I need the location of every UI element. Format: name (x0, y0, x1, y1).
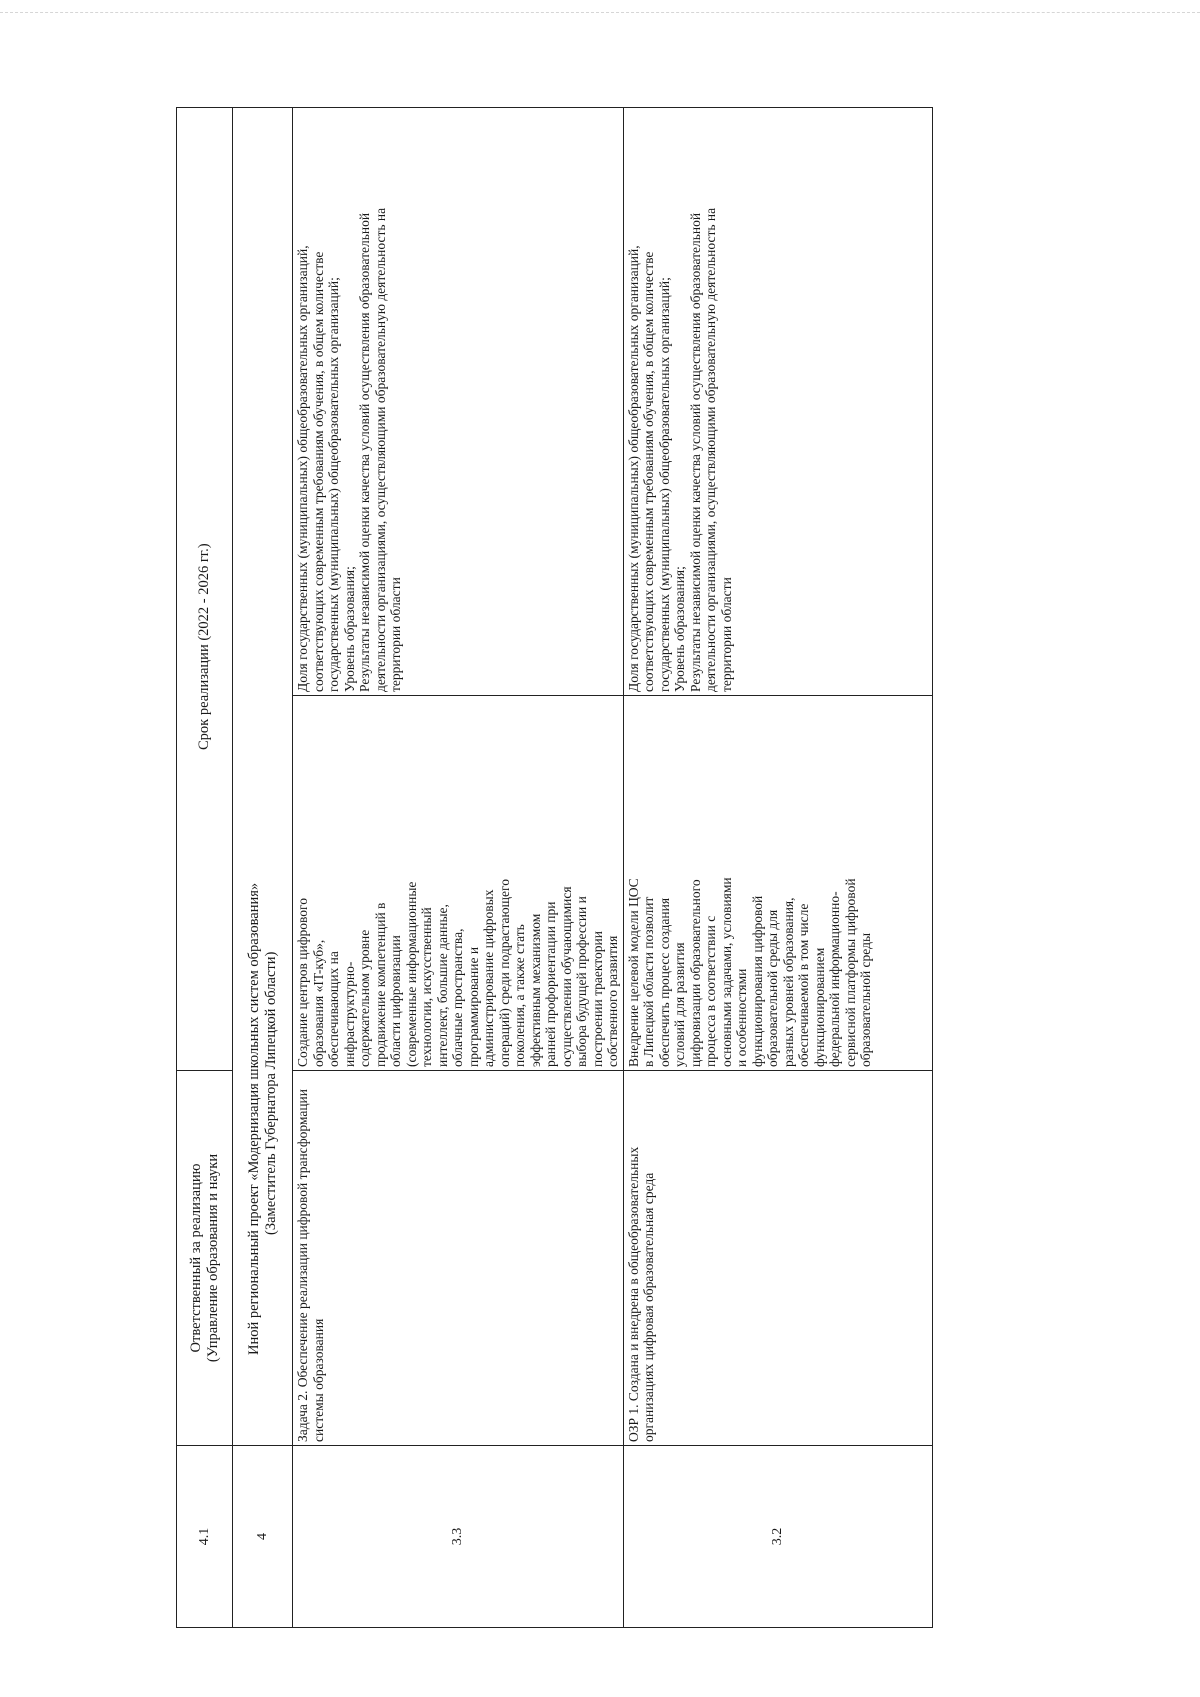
description-line: области цифровизации (388, 935, 403, 1067)
description-line: инфраструктурно- (341, 961, 357, 1067)
description-line: образовательной среды (858, 932, 873, 1067)
description-line: разных уровней образования, (780, 897, 796, 1067)
indicator-line: государственных (муниципальных) общеобразовательных организаций; (656, 277, 672, 692)
description-line: обеспечивающих на (326, 951, 341, 1067)
indicator-line: государственных (муниципальных) общеобразовательных организаций; (326, 277, 341, 692)
term-cell (177, 107, 233, 1070)
row-number: 3.2 (623, 1446, 932, 1628)
indicator-line: Уровень образования; (341, 566, 357, 692)
description-line: образования «IT-куб», (310, 939, 326, 1067)
project-title-cell (233, 107, 293, 1445)
indicator-line: Результаты независимой оценки качества условий осуществления образовательной (357, 212, 372, 692)
description-line: осуществлении обучающимися (558, 886, 574, 1067)
project-title: Иной региональный проект «Модернизация школьных систем образования» (245, 882, 262, 1355)
row-number: 4 (233, 1446, 293, 1628)
project-curator: (Заместитель Губернатора Липецкой области) (262, 951, 279, 1235)
description-line: администрирование цифровых (481, 889, 496, 1067)
description-line: образовательной среды для (765, 909, 780, 1067)
indicator-line: территории области (718, 577, 734, 692)
row-number: 3.3 (293, 1446, 624, 1628)
description-line: построении траектории (589, 931, 605, 1067)
indicators-cell (623, 107, 932, 695)
indicator-line: Доля государственных (муниципальных) общеобразовательных организаций, (295, 245, 310, 692)
description-line: функционирования цифровой (749, 895, 765, 1067)
description-line: цифровизации образовательного (687, 879, 703, 1067)
description-line: интеллект, большие данные, (434, 904, 450, 1067)
goal-cell: ОЗР 1. Создана и внедрена в общеобразовательных организациях цифровая образовательная среда (623, 1071, 932, 1446)
description-line: в Липецкой области позволит (641, 896, 656, 1067)
description-line: операций) среди подрастающего (496, 879, 512, 1067)
description-line: содержательном уровне (357, 929, 372, 1067)
description-line: условий для развития (672, 942, 687, 1067)
responsible-line2: (Управление образования и науки (204, 1153, 221, 1363)
indicator-line: соответствующих современным требованиям обучения, в общем количестве (641, 251, 656, 692)
description-line: федеральной информационно- (827, 891, 842, 1067)
goal-cell: Задача 2. Обеспечение реализации цифровой трансформации системы образования (293, 1071, 624, 1446)
description-line: функционированием (811, 947, 827, 1067)
indicator-line: Результаты независимой оценки качества условий осуществления образовательной (687, 212, 703, 692)
table-row (623, 107, 932, 1627)
description-line: программирование и (465, 946, 481, 1067)
description-line: ранней профориентации при (543, 901, 558, 1067)
description-line: выбора будущей профессии и (574, 896, 589, 1067)
responsible-cell (177, 1071, 233, 1446)
description-line: продвижение компетенций в (372, 902, 388, 1067)
description-line: процесса в соответствии с (703, 915, 718, 1067)
description-cell (623, 696, 932, 1071)
indicator-line: территории области (388, 577, 403, 692)
rotated-page (176, 108, 926, 1628)
description-line: обеспечить процесс создания (656, 897, 672, 1067)
indicator-line: деятельности организациями, осуществляющими образовательную деятельность на (703, 207, 718, 692)
description-line: и особенностями (734, 968, 749, 1067)
indicator-line: Доля государственных (муниципальных) общеобразовательных организаций, (625, 245, 641, 692)
description-line: обеспечиваемой в том числе (796, 903, 811, 1067)
description-line: Создание центров цифрового (295, 898, 310, 1067)
project-table (176, 107, 933, 1628)
description-line: (современные информационные (403, 881, 419, 1067)
indicator-line: деятельности организациями, осуществляющими образовательную деятельность на (372, 207, 388, 692)
description-line: Внедрение целевой модели ЦОС (625, 878, 641, 1067)
indicators-cell (293, 107, 624, 695)
term-text: Срок реализации (2022 - 2026 гг.) (196, 543, 212, 750)
scan-edge (0, 12, 1200, 13)
table-row (293, 107, 624, 1627)
description-cell (293, 696, 624, 1071)
description-line: собственного развития (605, 935, 620, 1067)
indicator-line: соответствующих современным требованиям обучения, в общем количестве (310, 251, 326, 692)
row-number: 4.1 (177, 1446, 233, 1628)
table-row (177, 107, 233, 1627)
description-line: основными задачами, условиями (718, 877, 734, 1067)
responsible-line1: Ответственный за реализацию (187, 1163, 204, 1353)
table-row (233, 107, 293, 1627)
description-line: технологии, искусственный (419, 907, 434, 1067)
description-line: облачные пространства, (450, 928, 465, 1067)
description-line: сервисной платформы цифровой (842, 878, 858, 1067)
indicator-line: Уровень образования; (672, 566, 687, 692)
description-line: эффективным механизмом (527, 913, 543, 1067)
description-line: поколения, а также стать (512, 924, 527, 1067)
